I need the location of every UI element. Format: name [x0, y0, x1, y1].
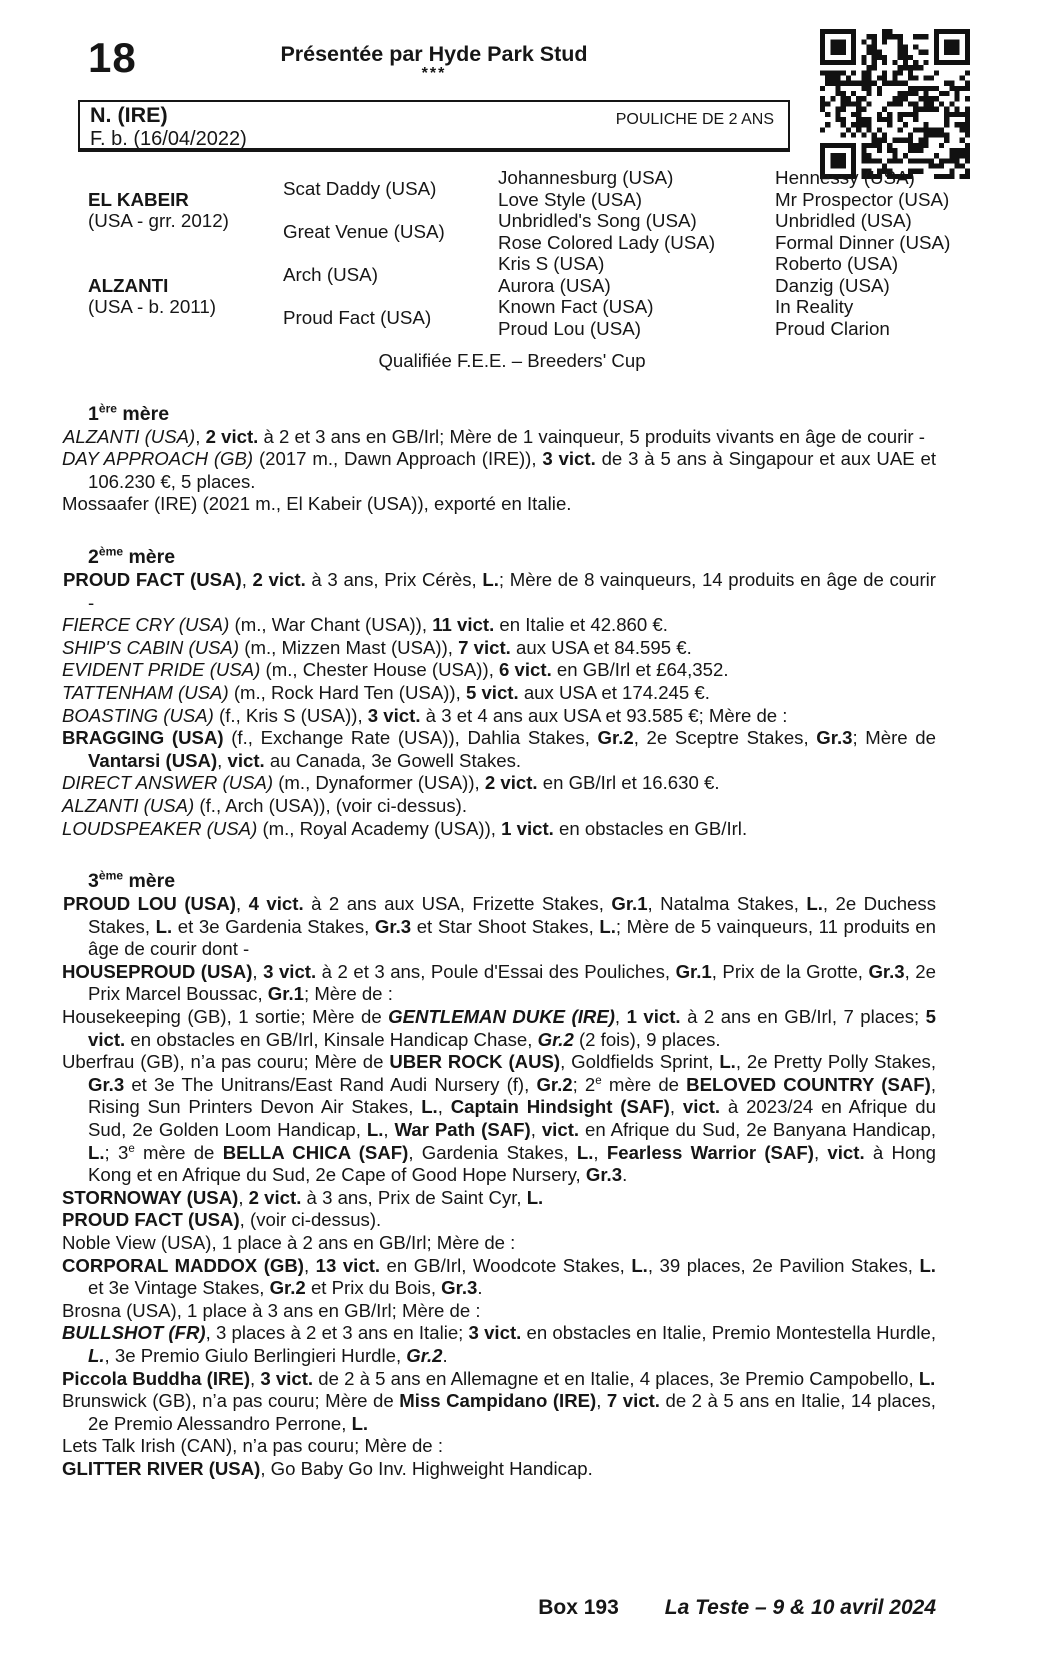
pedigree-cell: Unbridled (USA): [775, 210, 912, 231]
pedigree-cell: Johannesburg (USA): [498, 167, 674, 188]
pedigree-gen2-column: [283, 167, 498, 339]
pedigree-paragraph: PROUD FACT (USA), 2 vict. à 3 ans, Prix Cérès, L.; Mère de 8 vainqueurs, 14 produits en âge de courir -: [63, 568, 937, 613]
pedigree-paragraph: TATTENHAM (USA) (m., Rock Hard Ten (USA)), 5 vict. aux USA et 174.245 €.: [62, 681, 710, 703]
pedigree-cell: Mr Prospector (USA): [775, 188, 950, 210]
pedigree-cell: Danzig (USA): [775, 274, 890, 296]
pedigree-paragraph: Brosna (USA), 1 place à 3 ans en GB/Irl; Mère de :: [62, 1299, 481, 1321]
lot-number: 18: [88, 34, 137, 81]
pedigree-paragraph: BOASTING (USA) (f., Kris S (USA)), 3 vict. à 3 et 4 ans aux USA et 93.585 €; Mère de :: [62, 704, 788, 726]
qr-code: [820, 28, 970, 180]
box-number: Box 193: [538, 1596, 619, 1619]
pedigree-cell: Proud Fact (USA): [283, 306, 432, 328]
pedigree-gen4-column: [775, 167, 988, 339]
pedigree-table: [88, 167, 988, 339]
pedigree-cell: Rose Colored Lady (USA): [498, 231, 716, 253]
sale-date: La Teste – 9 & 10 avril 2024: [664, 1596, 936, 1619]
pedigree-paragraph: Piccola Buddha (IRE), 3 vict. de 2 à 5 ans en Allemagne et en Italie, 4 places, 3e Premio Campobello, L.: [62, 1367, 936, 1389]
pedigree-paragraph: ALZANTI (USA), 2 vict. à 2 et 3 ans en GB/Irl; Mère de 1 vainqueur, 5 produits vivants en âge de courir -: [63, 425, 925, 447]
mare-section-heading: 3ème mère: [88, 868, 176, 893]
mare-section-heading: 2ème mère: [88, 544, 176, 568]
pedigree-paragraph: Lets Talk Irish (CAN), n’a pas couru; Mère de :: [62, 1435, 443, 1457]
pedigree-paragraph: LOUDSPEAKER (USA) (m., Royal Academy (USA)), 1 vict. en obstacles en GB/Irl.: [62, 817, 748, 839]
pedigree-paragraph: EVIDENT PRIDE (USA) (m., Chester House (USA)), 6 vict. en GB/Irl et £64,352.: [62, 659, 729, 681]
dam-cell: [88, 253, 283, 339]
pedigree-cell: Proud Lou (USA): [498, 317, 642, 339]
pedigree-paragraph: DIRECT ANSWER (USA) (m., Dynaformer (USA)), 2 vict. en GB/Irl et 16.630 €.: [62, 772, 720, 794]
pedigree-paragraph: STORNOWAY (USA), 2 vict. à 3 ans, Prix de Saint Cyr, L.: [62, 1186, 544, 1208]
pedigree-cell: Love Style (USA): [498, 188, 643, 210]
footer: [88, 1596, 936, 1620]
stars-separator: ***: [421, 65, 447, 82]
pedigree-paragraph: CORPORAL MADDOX (GB), 13 vict. en GB/Irl, Woodcote Stakes, L., 39 places, 2e Pavilion Stakes, L. et 3e Vintage Stakes, Gr.2 et Prix du Bois, Gr.3.: [62, 1254, 936, 1299]
mare-section-heading: 1ère mère: [88, 401, 170, 425]
pedigree-cell: Roberto (USA): [775, 253, 899, 274]
pedigree-gen1-column: [88, 167, 283, 339]
pedigree-paragraph: GLITTER RIVER (USA), Go Baby Go Inv. Highweight Handicap.: [62, 1457, 593, 1479]
pedigree-paragraph: BULLSHOT (FR), 3 places à 2 et 3 ans en Italie; 3 vict. en obstacles en Italie, Premio Montestella Hurdle, L., 3e Premio Giulo Berlingieri Hurdle, Gr.2.: [62, 1322, 937, 1366]
dam-name: ALZANTI: [88, 274, 169, 296]
pedigree-cell: In Reality: [775, 296, 854, 317]
sire-cell: [88, 167, 283, 253]
pedigree-paragraph: ALZANTI (USA) (f., Arch (USA)), (voir ci-dessus).: [62, 794, 467, 816]
pedigree-paragraph: Housekeeping (GB), 1 sortie; Mère de GENTLEMAN DUKE (IRE), 1 vict. à 2 ans en GB/Irl, 7 places; 5 vict. en obstacles en GB/Irl, Kinsale Handicap Chase, Gr.2 (2 fois), 9 places.: [62, 1006, 936, 1050]
sire-name: EL KABEIR: [88, 188, 189, 210]
horse-identity: [90, 103, 247, 148]
pedigree-paragraph: DAY APPROACH (GB) (2017 m., Dawn Approach (IRE)), 3 vict. de 3 à 5 ans à Singapour et aux UAE et 106.230 €, 5 places.: [62, 448, 936, 492]
pedigree-gen3-column: [498, 167, 775, 339]
horse-name-box: [78, 100, 790, 152]
pedigree-cell: Unbridled's Song (USA): [498, 210, 697, 231]
pedigree-cell: Scat Daddy (USA): [283, 177, 437, 199]
presenter-line: Présentée par Hyde Park Stud: [280, 42, 588, 66]
pedigree-text: [62, 350, 937, 1481]
pedigree-paragraph: Uberfrau (GB), n’a pas couru; Mère de UBER ROCK (AUS), Goldfields Sprint, L., 2e Pretty Polly Stakes, Gr.3 et 3e The Unitrans/East Rand Audi Nursery (f), Gr.2; 2e mère de BELOVED COUNTRY (SAF), Rising Sun Printers Devon Air Stakes, L., Captain Hindsight (SAF), vict. à 2023/24 en Afrique du Sud, 2e Golden Loom Handicap, L., War Path (SAF), vict. en Afrique du Sud, 2e Banyana Handicap, L.; 3e mère de BELLA CHICA (SAF), Gardenia Stakes, L., Fearless Warrior (SAF), vict. à Hong Kong et en Afrique du Sud, 2e Cape of Good Hope Nursery, Gr.3.: [62, 1051, 937, 1186]
pedigree-cell: Formal Dinner (USA): [775, 231, 951, 253]
pedigree-cell: Aurora (USA): [498, 274, 611, 296]
dam-origin: (USA - b. 2011): [88, 296, 217, 317]
pedigree-cell: Great Venue (USA): [283, 220, 445, 242]
horse-birth: F. b. (16/04/2022): [90, 128, 247, 150]
pedigree-paragraph: FIERCE CRY (USA) (m., War Chant (USA)), 11 vict. en Italie et 42.860 €.: [62, 614, 668, 636]
horse-name: N. (IRE): [90, 103, 168, 127]
pedigree-paragraph: BRAGGING (USA) (f., Exchange Rate (USA)), Dahlia Stakes, Gr.2, 2e Sceptre Stakes, Gr.3; Mère de Vantarsi (USA), vict. au Canada, 3e Gowell Stakes.: [62, 727, 936, 771]
pedigree-paragraph: PROUD FACT (USA), (voir ci-dessus).: [62, 1209, 382, 1231]
pedigree-paragraph: HOUSEPROUD (USA), 3 vict. à 2 et 3 ans, Poule d'Essai des Pouliches, Gr.1, Prix de la Grotte, Gr.3, 2e Prix Marcel Boussac, Gr.1; Mère de :: [62, 960, 936, 1005]
pedigree-paragraph: Mossaafer (IRE) (2021 m., El Kabeir (USA)), exporté en Italie.: [62, 493, 572, 515]
pedigree-cell: Hennessy (USA): [775, 167, 915, 188]
pedigree-cell: Kris S (USA): [498, 253, 605, 274]
qualification-line: Qualifiée F.E.E. – Breeders' Cup: [378, 350, 646, 371]
pedigree-paragraph: Brunswick (GB), n’a pas couru; Mère de Miss Campidano (IRE), 7 vict. de 2 à 5 ans en Italie, 14 places, 2e Premio Alessandro Perrone, L.: [62, 1390, 936, 1434]
horse-category: POULICHE DE 2 ANS: [615, 111, 774, 128]
pedigree-cell: Arch (USA): [283, 263, 378, 285]
pedigree-cell: Known Fact (USA): [498, 296, 654, 317]
pedigree-paragraph: PROUD LOU (USA), 4 vict. à 2 ans aux USA, Frizette Stakes, Gr.1, Natalma Stakes, L., 2e Duchess Stakes, L. et 3e Gardenia Stakes, Gr.3 et Star Shoot Stakes, L.; Mère de 5 vainqueurs, 11 produits en âge de courir dont -: [63, 893, 936, 960]
pedigree-cell: Proud Clarion: [775, 317, 890, 339]
sire-origin: (USA - grr. 2012): [88, 210, 229, 231]
pedigree-paragraph: SHIP'S CABIN (USA) (m., Mizzen Mast (USA)), 7 vict. aux USA et 84.595 €.: [62, 636, 692, 658]
pedigree-paragraph: Noble View (USA), 1 place à 2 ans en GB/Irl; Mère de :: [62, 1232, 516, 1253]
